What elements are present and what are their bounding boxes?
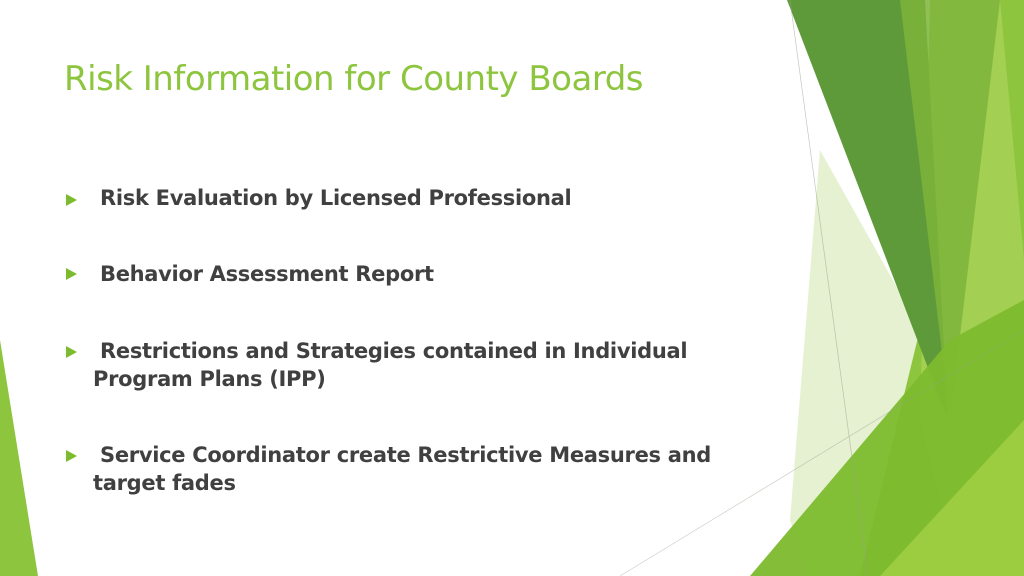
bullet-text: Risk Evaluation by Licensed Professional bbox=[100, 186, 572, 210]
triangle-bullet-icon bbox=[66, 268, 77, 280]
bullet-text: Behavior Assessment Report bbox=[100, 262, 434, 286]
triangle-bullet-icon bbox=[66, 194, 77, 206]
bullet-text: Restrictions and Strategies contained in Individual Program Plans (IPP) bbox=[93, 339, 688, 391]
bullet-text: Service Coordinator create Restrictive Measures and target fades bbox=[93, 443, 711, 495]
left-edge-facet bbox=[0, 340, 38, 576]
triangle-bullet-icon bbox=[66, 450, 77, 462]
triangle-bullet-icon bbox=[66, 346, 77, 358]
slide-title: Risk Information for County Boards bbox=[64, 59, 643, 99]
